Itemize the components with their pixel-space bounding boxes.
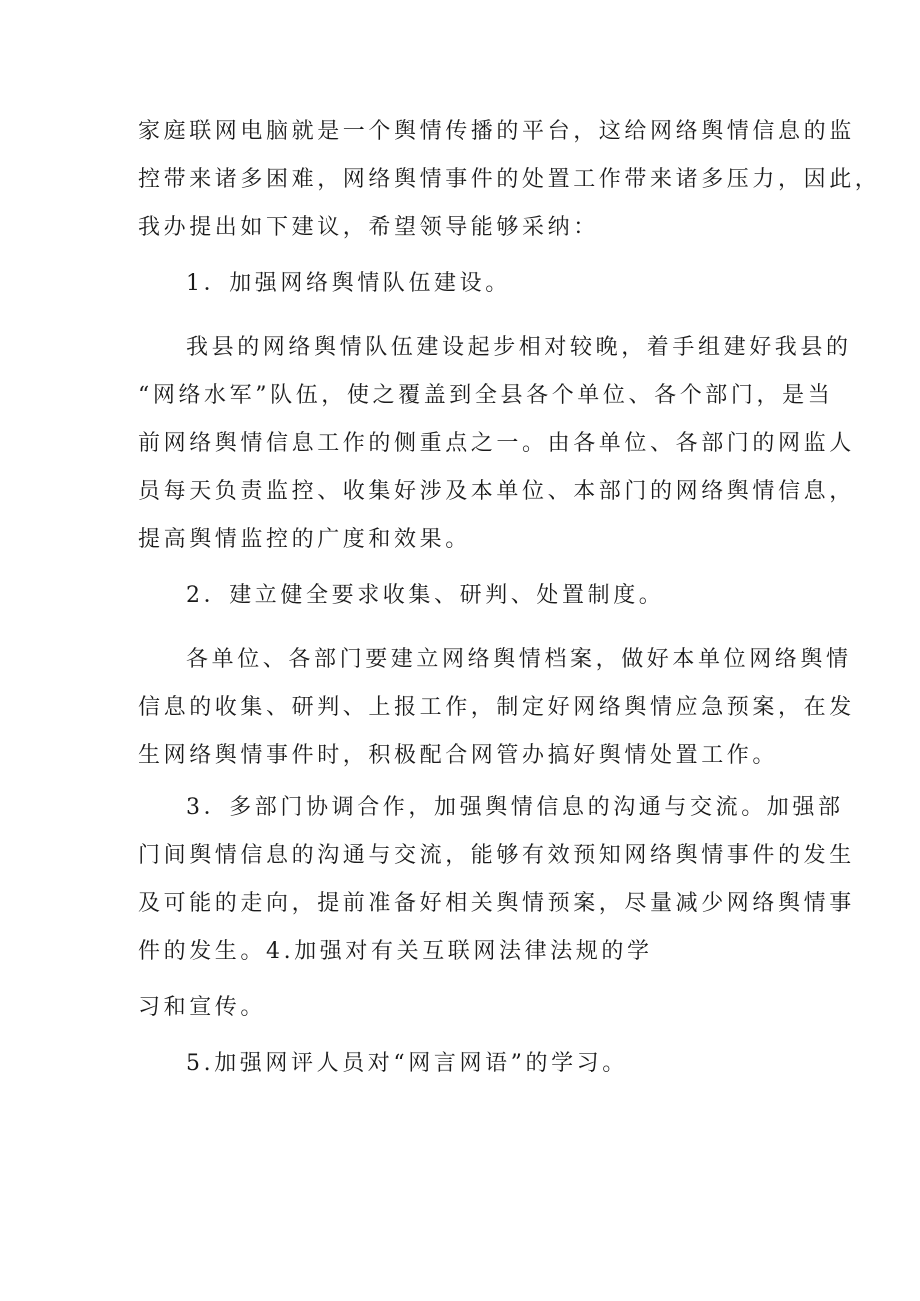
- paragraph-line: 员每天负责监控、收集好涉及本单位、本部门的网络舆情信息，: [138, 479, 855, 504]
- paragraph-line: 提高舆情监控的广度和效果。: [138, 527, 471, 552]
- paragraph-line: 各单位、各部门要建立网络舆情档案，做好本单位网络舆情: [186, 647, 852, 672]
- paragraph-line: 生网络舆情事件时，积极配合网管办搞好舆情处置工作。: [138, 743, 779, 768]
- section-heading-5: 5.加强网评人员对“网言网语”的学习。: [186, 1051, 628, 1076]
- paragraph-line: 家庭联网电脑就是一个舆情传播的平台，这给网络舆情信息的监: [138, 119, 855, 144]
- section-heading-1: 1．加强网络舆情队伍建设。: [186, 271, 511, 296]
- paragraph-line: 及可能的走向，提前准备好相关舆情预案，尽量减少网络舆情事: [138, 891, 855, 916]
- paragraph-line: 我办提出如下建议，希望领导能够采纳：: [138, 215, 599, 240]
- section-heading-3: 3．多部门协调合作，加强舆情信息的沟通与交流。加强部: [186, 795, 844, 820]
- paragraph-line: 控带来诸多困难，网络舆情事件的处置工作带来诸多压力，因此，: [138, 167, 881, 192]
- paragraph-line: 件的发生。4.加强对有关互联网法律法规的学: [138, 939, 653, 964]
- section-heading-2: 2．建立健全要求收集、研判、处置制度。: [186, 583, 665, 608]
- paragraph-line: 信息的收集、研判、上报工作，制定好网络舆情应急预案，在发: [138, 695, 855, 720]
- paragraph-line: “网络水军”队伍，使之覆盖到全县各个单位、各个部门，是当: [138, 383, 834, 408]
- paragraph-line: 门间舆情信息的沟通与交流，能够有效预知网络舆情事件的发生: [138, 843, 855, 868]
- paragraph-line: 前网络舆情信息工作的侧重点之一。由各单位、各部门的网监人: [138, 431, 855, 456]
- paragraph-line: 我县的网络舆情队伍建设起步相对较晚，着手组建好我县的: [186, 335, 852, 360]
- paragraph-line: 习和宣传。: [138, 995, 267, 1020]
